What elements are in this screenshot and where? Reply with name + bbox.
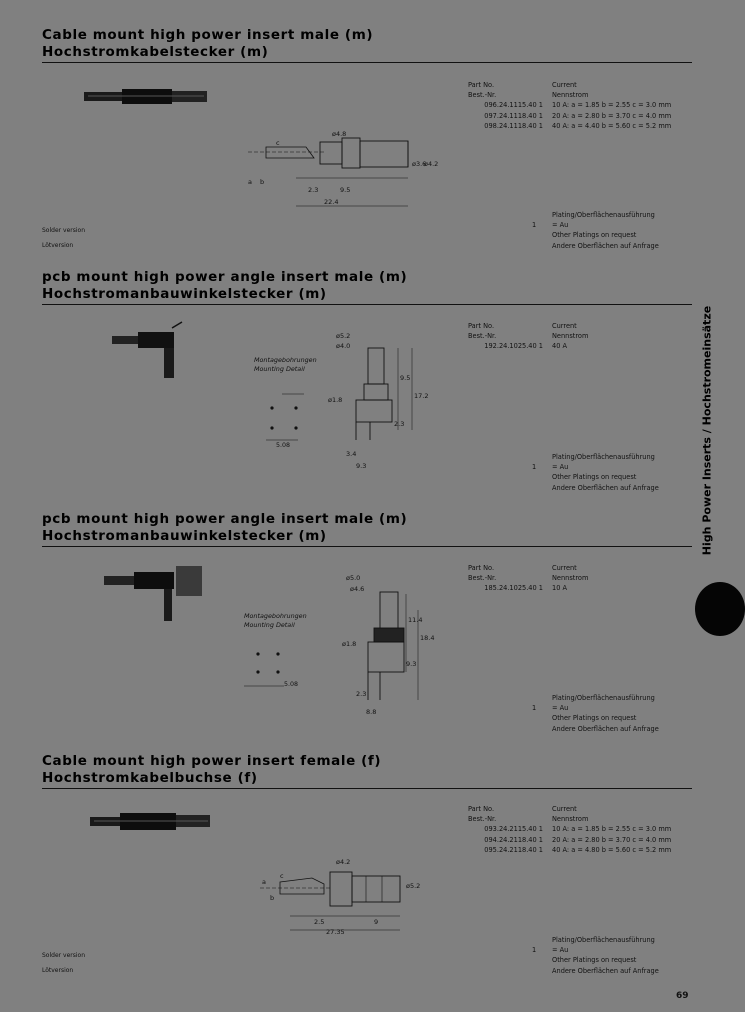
dim-d2: ø5.2 — [406, 882, 421, 890]
dim-b: b — [260, 178, 265, 186]
current-value: 40 A: a = 4.80 b = 5.60 c = 5.2 mm — [552, 845, 672, 854]
col2-subheader: Nennstrom — [552, 574, 589, 583]
col1-subheader: Best.-Nr. — [468, 574, 497, 583]
side-tab — [697, 294, 717, 574]
col2-subheader: Nennstrom — [552, 815, 589, 824]
part-number: 098.24.1118.40 1 — [484, 121, 543, 130]
plating-code: 1 — [532, 221, 537, 230]
section-4-title-de: Hochstromkabelbuchse (f) — [42, 770, 258, 786]
col2-header: Current — [552, 322, 577, 330]
dim-l3: 27.35 — [326, 928, 345, 936]
section-3-plating — [532, 693, 659, 734]
dim-l1: 2.5 — [314, 918, 325, 926]
mounting-en: Mounting Detail — [244, 621, 295, 629]
dim-d1: ø4.2 — [336, 858, 351, 866]
other-platings-en: Other Platings on request — [552, 231, 637, 240]
col1-header: Part No. — [468, 564, 495, 572]
section-4-title-en: Cable mount high power insert female (f) — [42, 753, 382, 769]
part-number: 097.24.1118.40 1 — [484, 111, 543, 120]
col1-header: Part No. — [468, 805, 495, 813]
other-platings-de: Andere Oberflächen auf Anfrage — [552, 241, 659, 250]
dim-w1: 2.3 — [356, 690, 367, 698]
col2-header: Current — [552, 81, 577, 89]
dim-l2: 9 — [374, 918, 379, 926]
dim-h1: 9.5 — [400, 374, 411, 382]
dim-h2: 17.2 — [414, 392, 429, 400]
mounting-de: Montagebohrungen — [244, 612, 307, 620]
section-2-rule — [42, 304, 692, 305]
dim-h1: 11.4 — [408, 616, 423, 624]
part-number: 094.24.2118.40 1 — [484, 835, 543, 844]
solder-version-en: Solder version — [42, 227, 85, 234]
section-1-title-de: Hochstromkabelstecker (m) — [42, 44, 269, 60]
dim-d1: ø4.8 — [332, 130, 347, 138]
dim-w2: 9.3 — [356, 462, 367, 470]
current-value: 10 A: a = 1.85 b = 2.55 c = 3.0 mm — [552, 101, 672, 110]
section-2-title-de: Hochstromanbauwinkelstecker (m) — [42, 286, 327, 302]
page-number: 69 — [676, 991, 689, 1001]
dim-d1: ø5.2 — [336, 332, 351, 340]
part-number: 093.24.2115.40 1 — [484, 825, 543, 834]
dim-c: c — [280, 872, 284, 880]
section-marker-disc — [695, 582, 745, 636]
solder-version-de: Lötversion — [42, 967, 74, 974]
col1-header: Part No. — [468, 81, 495, 89]
section-2-product-photo — [112, 322, 190, 384]
current-value: 20 A: a = 2.80 b = 3.70 c = 4.0 mm — [552, 835, 672, 844]
col2-subheader: Nennstrom — [552, 332, 589, 341]
dim-h3: 2.3 — [394, 420, 405, 428]
col1-subheader: Best.-Nr. — [468, 815, 497, 824]
other-platings-de: Andere Oberflächen auf Anfrage — [552, 966, 659, 975]
solder-version-de: Lötversion — [42, 242, 74, 249]
plating-code: 1 — [532, 946, 537, 955]
section-3-mounting-detail — [244, 634, 310, 692]
dim-c: c — [276, 139, 280, 147]
dim-d2: ø3.6 — [412, 160, 427, 168]
col1-subheader: Best.-Nr. — [468, 91, 497, 100]
dim-m1: 5.08 — [284, 681, 299, 688]
dim-d3: ø4.2 — [424, 160, 439, 168]
section-2-drawing — [326, 330, 429, 470]
section-1-title-en: Cable mount high power insert male (m) — [42, 27, 374, 43]
section-2-title-en: pcb mount high power angle insert male (m) — [42, 269, 408, 285]
part-number: 095.24.2118.40 1 — [484, 845, 543, 854]
section-3-title-en: pcb mount high power angle insert male (m) — [42, 511, 408, 527]
solder-version-en: Solder version — [42, 952, 85, 959]
part-number: 096.24.1115.40 1 — [484, 101, 543, 110]
col2-subheader: Nennstrom — [552, 91, 589, 100]
dim-d3: ø1.8 — [328, 396, 343, 404]
plating-value: = Au — [552, 946, 569, 955]
section-1-product-photo — [84, 84, 209, 108]
current-value: 40 A: a = 4.40 b = 5.60 c = 5.2 mm — [552, 121, 672, 130]
current-value: 10 A — [552, 584, 567, 593]
other-platings-en: Other Platings on request — [552, 473, 637, 482]
section-4-product-photo — [90, 808, 212, 834]
part-number: 185.24.1025.40 1 — [484, 584, 543, 593]
section-3-product-photo — [104, 564, 206, 626]
col2-header: Current — [552, 805, 577, 813]
current-value: 20 A: a = 2.80 b = 3.70 c = 4.0 mm — [552, 111, 672, 120]
section-3-drawing — [336, 570, 436, 720]
current-value: 40 A — [552, 342, 567, 351]
dim-w2: 8.8 — [366, 708, 377, 716]
plating-value: = Au — [552, 463, 569, 472]
dim-l3: 22.4 — [324, 198, 339, 206]
section-2-mounting-detail — [262, 384, 322, 454]
col1-header: Part No. — [468, 322, 495, 330]
section-4-plating — [532, 935, 659, 976]
dim-d3: ø1.8 — [342, 640, 357, 648]
dim-d2: ø4.0 — [336, 342, 351, 350]
other-platings-de: Andere Oberflächen auf Anfrage — [552, 483, 659, 492]
plating-header: Plating/Oberflächenausführung — [552, 453, 655, 461]
plating-code: 1 — [532, 704, 537, 713]
dim-l2: 9.5 — [340, 186, 351, 194]
other-platings-en: Other Platings on request — [552, 714, 637, 723]
section-4-drawing — [250, 844, 430, 936]
plating-header: Plating/Oberflächenausführung — [552, 211, 655, 219]
section-1-rule — [42, 62, 692, 63]
col2-header: Current — [552, 564, 577, 572]
section-3-title-de: Hochstromanbauwinkelstecker (m) — [42, 528, 327, 544]
dim-a: a — [248, 178, 252, 186]
plating-value: = Au — [552, 221, 569, 230]
dim-b: b — [270, 894, 275, 902]
col1-subheader: Best.-Nr. — [468, 332, 497, 341]
mounting-en: Mounting Detail — [254, 365, 305, 373]
section-1-drawing — [236, 122, 446, 214]
dim-h3: 9.3 — [406, 660, 417, 668]
dim-d2: ø4.6 — [350, 585, 365, 593]
dim-l1: 2.3 — [308, 186, 319, 194]
plating-header: Plating/Oberflächenausführung — [552, 694, 655, 702]
plating-code: 1 — [532, 463, 537, 472]
part-number: 192.24.1025.40 1 — [484, 342, 543, 351]
section-4-rule — [42, 788, 692, 789]
current-value: 10 A: a = 1.85 b = 2.55 c = 3.0 mm — [552, 825, 672, 834]
other-platings-en: Other Platings on request — [552, 956, 637, 965]
dim-m1: 5.08 — [276, 442, 291, 449]
section-3-mounting-label — [244, 612, 307, 630]
mounting-de: Montagebohrungen — [254, 356, 317, 364]
section-2-plating — [532, 452, 659, 493]
dim-d1: ø5.0 — [346, 574, 361, 582]
dim-w1: 3.4 — [346, 450, 357, 458]
side-tab-label: High Power Inserts / Hochstromeinsätze — [700, 305, 714, 556]
section-3-rule — [42, 546, 692, 547]
dim-h2: 18.4 — [420, 634, 435, 642]
plating-header: Plating/Oberflächenausführung — [552, 936, 655, 944]
section-2-mounting-label — [254, 356, 317, 374]
dim-a: a — [262, 878, 266, 886]
plating-value: = Au — [552, 704, 569, 713]
other-platings-de: Andere Oberflächen auf Anfrage — [552, 724, 659, 733]
section-1-plating — [532, 210, 659, 251]
